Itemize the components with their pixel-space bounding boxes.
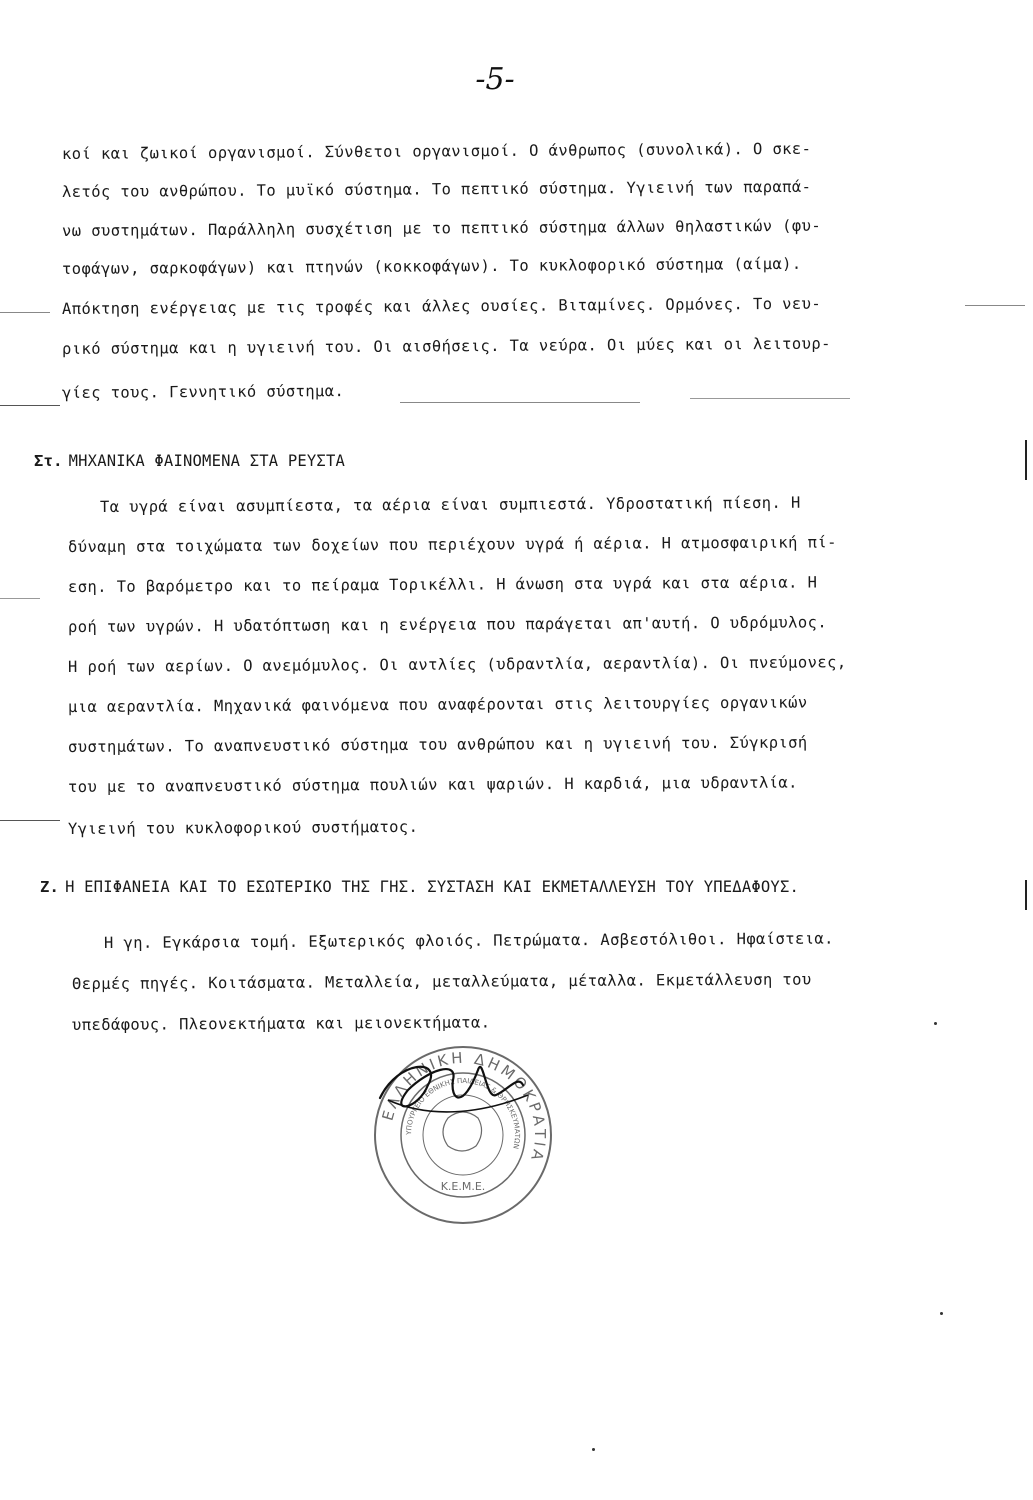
- text-line: κοί και ζωικοί οργανισμοί. Σύνθετοι οργανισμοί. Ο άνθρωπος (συνολικά). Ο σκε-: [61, 139, 812, 163]
- scan-artifact: [1025, 880, 1027, 910]
- stamp-bottom-text: Κ.Ε.Μ.Ε.: [440, 1180, 486, 1193]
- scan-artifact: [0, 598, 40, 599]
- scan-artifact: [934, 1022, 937, 1025]
- section-st-title: ΜΗΧΑΝΙΚΑ ΦΑΙΝΟΜΕΝΑ ΣΤΑ ΡΕΥΣΤΑ: [68, 452, 346, 470]
- section-st-marker: Στ.: [34, 452, 63, 470]
- scan-artifact: [592, 1448, 595, 1451]
- text-line: Υγιεινή του κυκλοφορικού συστήματος.: [67, 817, 419, 838]
- text-line: συστημάτων. Το αναπνευστικό σύστημα του ανθρώπου και η υγιεινή του. Σύγκρισή: [67, 733, 808, 756]
- text-line: εση. Το βαρόμετρο και το πείραμα Τορικέλλι. Η άνωση στα υγρά και στα αέρια. Η: [67, 573, 818, 596]
- text-line: Η ροή των αερίων. Ο ανεμόμυλος. Οι αντλίες (υδραντλία, αεραντλία). Οι πνεύμονες,: [67, 653, 847, 676]
- scan-artifact: [690, 398, 850, 399]
- text-line: ροή των υγρών. Η υδατόπτωση και η ενέργεια που παράγεται απ'αυτή. Ο υδρόμυλος.: [67, 613, 828, 636]
- scan-artifact: [965, 305, 1025, 306]
- official-stamp: [368, 1040, 558, 1230]
- text-line: Η γη. Εγκάρσια τομή. Εξωτερικός φλοιός. Πετρώματα. Ασβεστόλιθοι. Ηφαίστεια.: [103, 929, 834, 952]
- text-line: λετός του ανθρώπου. Το μυϊκό σύστημα. Το πεπτικό σύστημα. Υγιεινή των παραπά-: [61, 177, 812, 201]
- section-z-marker: Ζ.: [40, 878, 60, 896]
- text-line: του με το αναπνευστικό σύστημα πουλιών και ψαριών. Η καρδιά, μια υδραντλία.: [67, 773, 798, 796]
- text-line: δύναμη στα τοιχώματα των δοχείων που περιέχουν υγρά ή αέρια. Η ατμοσφαιρική πί-: [67, 533, 837, 556]
- page-number: -5-: [475, 62, 515, 97]
- scan-artifact: [400, 402, 640, 403]
- scan-artifact: [0, 820, 60, 821]
- section-st-heading: [34, 452, 345, 470]
- text-line: Θερμές πηγές. Κοιτάσματα. Μεταλλεία, μεταλλεύματα, μέταλλα. Εκμετάλλευση του: [71, 970, 812, 993]
- text-line: Απόκτηση ενέργειας με τις τροφές και άλλες ουσίες. Βιταμίνες. Ορμόνες. Το νευ-: [61, 294, 822, 318]
- text-line: Τα υγρά είναι ασυμπίεστα, τα αέρια είναι συμπιεστά. Υδροστατική πίεση. Η: [99, 493, 801, 516]
- scan-artifact: [0, 312, 50, 313]
- stamp-seal-icon: [368, 1040, 558, 1230]
- text-line: μια αεραντλία. Μηχανικά φαινόμενα που αναφέρονται στις λειτουργίες οργανικών: [67, 693, 808, 716]
- scan-artifact: [1025, 440, 1027, 480]
- text-line: ρικό σύστημα και η υγιεινή του. Οι αισθήσεις. Τα νεύρα. Οι μύες και οι λειτουρ-: [61, 334, 831, 358]
- text-line: γίες τους. Γεννητικό σύστημα.: [61, 382, 345, 402]
- section-z-heading: [40, 878, 799, 896]
- scan-artifact: [0, 405, 60, 406]
- text-line: τοφάγων, σαρκοφάγων) και πτηνών (κοκκοφάγων). Το κυκλοφορικό σύστημα (αίμα).: [61, 254, 802, 278]
- scan-artifact: [940, 1312, 943, 1315]
- stamp-inner-text: ΥΠΟΥΡΓΕΙΟ ΕΘΝΙΚΗΣ ΠΑΙΔΕΙΑΣ & ΘΡΗΣΚΕΥΜΑΤΩΝ: [404, 1076, 522, 1150]
- text-line: υπεδάφους. Πλεονεκτήματα και μειονεκτήματα.: [71, 1013, 491, 1034]
- section-z-title: Η ΕΠΙΦΑΝΕΙΑ ΚΑΙ ΤΟ ΕΣΩΤΕΡΙΚΟ ΤΗΣ ΓΗΣ. ΣΥΣΤΑΣΗ ΚΑΙ ΕΚΜΕΤΑΛΛΕΥΣΗ ΤΟΥ ΥΠΕΔΑΦΟΥΣ.: [65, 878, 800, 896]
- text-line: νω συστημάτων. Παράλληλη συσχέτιση με το πεπτικό σύστημα άλλων θηλαστικών (φυ-: [61, 216, 822, 240]
- stamp-outer-text: ΕΛΛΗΝΙΚΗ ΔΗΜΟΚΡΑΤΙΑ: [378, 1048, 550, 1166]
